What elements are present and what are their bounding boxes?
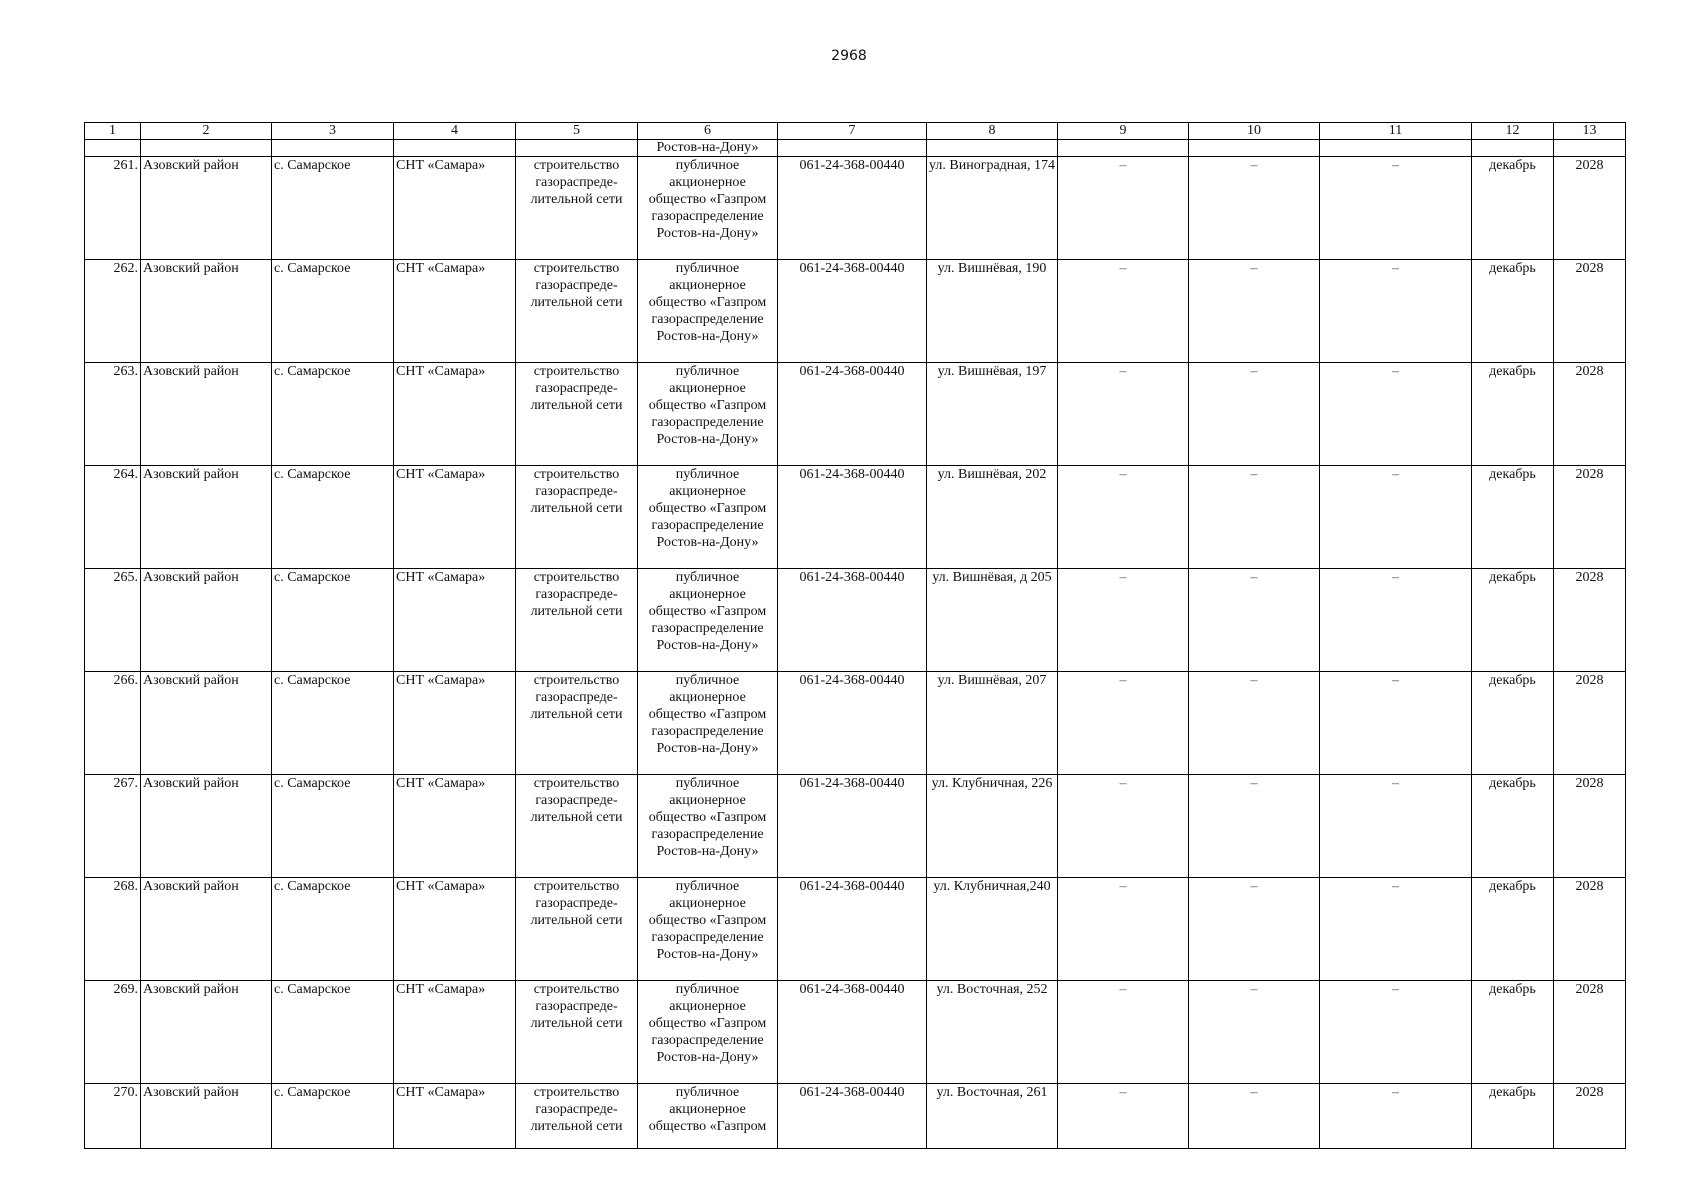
table-row — [85, 981, 1626, 1084]
empty-value-cell: – — [1320, 672, 1472, 775]
code-cell: 061-24-368-00440 — [778, 1084, 927, 1149]
object-cell: СНТ «Самара» — [394, 363, 516, 466]
month-cell: декабрь — [1472, 878, 1554, 981]
column-header: 1 — [85, 123, 141, 140]
work-type-cell: строительство газораспреде-лительной сети — [516, 363, 638, 466]
empty-value-cell: – — [1058, 672, 1189, 775]
district-cell: Азовский район — [141, 672, 272, 775]
organization-cell: публичное акционерное общество «Газпром газораспределение Ростов-на-Дону» — [638, 775, 778, 878]
organization-cell: публичное акционерное общество «Газпром газораспределение Ростов-на-Дону» — [638, 878, 778, 981]
empty-value-cell: – — [1189, 1084, 1320, 1149]
settlement-cell: с. Самарское — [272, 1084, 394, 1149]
organization-cell: публичное акционерное общество «Газпром газораспределение Ростов-на-Дону» — [638, 466, 778, 569]
month-cell: декабрь — [1472, 157, 1554, 260]
district-cell: Азовский район — [141, 466, 272, 569]
settlement-cell: с. Самарское — [272, 260, 394, 363]
month-cell: декабрь — [1472, 363, 1554, 466]
row-number: 268. — [85, 878, 141, 981]
code-cell: 061-24-368-00440 — [778, 981, 927, 1084]
work-type-cell: строительство газораспреде-лительной сети — [516, 672, 638, 775]
column-header: 7 — [778, 123, 927, 140]
row-number: 265. — [85, 569, 141, 672]
district-cell: Азовский район — [141, 569, 272, 672]
organization-cell: публичное акционерное общество «Газпром газораспределение Ростов-на-Дону» — [638, 260, 778, 363]
object-cell: СНТ «Самара» — [394, 1084, 516, 1149]
row-number: 266. — [85, 672, 141, 775]
empty-value-cell: – — [1189, 260, 1320, 363]
work-type-cell: строительство газораспреде-лительной сети — [516, 1084, 638, 1149]
organization-cell: публичное акционерное общество «Газпром газораспределение Ростов-на-Дону» — [638, 672, 778, 775]
table-cell — [394, 140, 516, 157]
address-cell: ул. Вишнёвая, 207 — [927, 672, 1058, 775]
empty-value-cell: – — [1320, 157, 1472, 260]
code-cell: 061-24-368-00440 — [778, 569, 927, 672]
row-number: 262. — [85, 260, 141, 363]
month-cell: декабрь — [1472, 775, 1554, 878]
empty-value-cell: – — [1058, 466, 1189, 569]
code-cell: 061-24-368-00440 — [778, 672, 927, 775]
empty-value-cell: – — [1189, 157, 1320, 260]
empty-value-cell: – — [1058, 260, 1189, 363]
empty-value-cell: – — [1058, 157, 1189, 260]
object-cell: СНТ «Самара» — [394, 569, 516, 672]
column-header: 2 — [141, 123, 272, 140]
empty-value-cell: – — [1058, 1084, 1189, 1149]
empty-value-cell: – — [1320, 1084, 1472, 1149]
empty-value-cell: – — [1189, 672, 1320, 775]
settlement-cell: с. Самарское — [272, 878, 394, 981]
object-cell: СНТ «Самара» — [394, 672, 516, 775]
column-header: 12 — [1472, 123, 1554, 140]
organization-cell: публичное акционерное общество «Газпром — [638, 1084, 778, 1149]
month-cell: декабрь — [1472, 569, 1554, 672]
table-row — [85, 1084, 1626, 1149]
empty-value-cell: – — [1189, 466, 1320, 569]
empty-value-cell: – — [1189, 981, 1320, 1084]
code-cell: 061-24-368-00440 — [778, 466, 927, 569]
address-cell: ул. Клубничная, 226 — [927, 775, 1058, 878]
settlement-cell: с. Самарское — [272, 569, 394, 672]
address-cell: ул. Клубничная,240 — [927, 878, 1058, 981]
work-type-cell: строительство газораспреде-лительной сети — [516, 260, 638, 363]
district-cell: Азовский район — [141, 981, 272, 1084]
table-cell — [927, 140, 1058, 157]
table-cell — [516, 140, 638, 157]
table-row — [85, 466, 1626, 569]
month-cell: декабрь — [1472, 672, 1554, 775]
empty-value-cell: – — [1320, 363, 1472, 466]
column-header: 9 — [1058, 123, 1189, 140]
empty-value-cell: – — [1189, 878, 1320, 981]
continuation-row — [85, 140, 1626, 157]
empty-value-cell: – — [1058, 878, 1189, 981]
address-cell: ул. Вишнёвая, 197 — [927, 363, 1058, 466]
work-type-cell: строительство газораспреде-лительной сети — [516, 981, 638, 1084]
work-type-cell: строительство газораспреде-лительной сети — [516, 878, 638, 981]
code-cell: 061-24-368-00440 — [778, 363, 927, 466]
code-cell: 061-24-368-00440 — [778, 260, 927, 363]
address-cell: ул. Восточная, 261 — [927, 1084, 1058, 1149]
empty-value-cell: – — [1189, 775, 1320, 878]
table-cell — [1554, 140, 1626, 157]
empty-value-cell: – — [1189, 363, 1320, 466]
table-row — [85, 157, 1626, 260]
settlement-cell: с. Самарское — [272, 981, 394, 1084]
year-cell: 2028 — [1554, 775, 1626, 878]
table-row — [85, 260, 1626, 363]
address-cell: ул. Вишнёвая, 190 — [927, 260, 1058, 363]
year-cell: 2028 — [1554, 1084, 1626, 1149]
organization-cell: публичное акционерное общество «Газпром газораспределение Ростов-на-Дону» — [638, 157, 778, 260]
address-cell: ул. Вишнёвая, д 205 — [927, 569, 1058, 672]
column-header: 8 — [927, 123, 1058, 140]
column-header: 5 — [516, 123, 638, 140]
code-cell: 061-24-368-00440 — [778, 157, 927, 260]
table-row — [85, 775, 1626, 878]
settlement-cell: с. Самарское — [272, 672, 394, 775]
year-cell: 2028 — [1554, 878, 1626, 981]
organization-cell: публичное акционерное общество «Газпром газораспределение Ростов-на-Дону» — [638, 363, 778, 466]
object-cell: СНТ «Самара» — [394, 466, 516, 569]
empty-value-cell: – — [1320, 775, 1472, 878]
table-cell — [1320, 140, 1472, 157]
column-number-row — [85, 123, 1626, 140]
empty-value-cell: – — [1058, 981, 1189, 1084]
work-type-cell: строительство газораспреде-лительной сети — [516, 157, 638, 260]
year-cell: 2028 — [1554, 260, 1626, 363]
organization-cell: публичное акционерное общество «Газпром газораспределение Ростов-на-Дону» — [638, 569, 778, 672]
object-cell: СНТ «Самара» — [394, 260, 516, 363]
month-cell: декабрь — [1472, 981, 1554, 1084]
object-cell: СНТ «Самара» — [394, 981, 516, 1084]
settlement-cell: с. Самарское — [272, 363, 394, 466]
year-cell: 2028 — [1554, 157, 1626, 260]
empty-value-cell: – — [1189, 569, 1320, 672]
table-row — [85, 878, 1626, 981]
month-cell: декабрь — [1472, 260, 1554, 363]
table-row — [85, 363, 1626, 466]
empty-value-cell: – — [1320, 878, 1472, 981]
object-cell: СНТ «Самара» — [394, 775, 516, 878]
work-type-cell: строительство газораспреде-лительной сети — [516, 569, 638, 672]
empty-value-cell: – — [1320, 981, 1472, 1084]
code-cell: 061-24-368-00440 — [778, 775, 927, 878]
district-cell: Азовский район — [141, 878, 272, 981]
district-cell: Азовский район — [141, 157, 272, 260]
address-cell: ул. Виноградная, 174 — [927, 157, 1058, 260]
row-number: 264. — [85, 466, 141, 569]
district-cell: Азовский район — [141, 775, 272, 878]
address-cell: ул. Восточная, 252 — [927, 981, 1058, 1084]
table-cell — [1189, 140, 1320, 157]
column-header: 4 — [394, 123, 516, 140]
empty-value-cell: – — [1320, 569, 1472, 672]
table-row — [85, 569, 1626, 672]
settlement-cell: с. Самарское — [272, 157, 394, 260]
column-header: 10 — [1189, 123, 1320, 140]
district-cell: Азовский район — [141, 363, 272, 466]
object-cell: СНТ «Самара» — [394, 157, 516, 260]
work-type-cell: строительство газораспреде-лительной сети — [516, 466, 638, 569]
row-number: 269. — [85, 981, 141, 1084]
page-number: 2968 — [831, 48, 867, 64]
table-cell — [1058, 140, 1189, 157]
month-cell: декабрь — [1472, 466, 1554, 569]
district-cell: Азовский район — [141, 260, 272, 363]
row-number: 267. — [85, 775, 141, 878]
schedule-table — [84, 122, 1626, 1149]
district-cell: Азовский район — [141, 1084, 272, 1149]
empty-value-cell: – — [1058, 775, 1189, 878]
empty-value-cell: – — [1320, 466, 1472, 569]
year-cell: 2028 — [1554, 569, 1626, 672]
work-type-cell: строительство газораспреде-лительной сети — [516, 775, 638, 878]
year-cell: 2028 — [1554, 363, 1626, 466]
empty-value-cell: – — [1058, 569, 1189, 672]
address-cell: ул. Вишнёвая, 202 — [927, 466, 1058, 569]
code-cell: 061-24-368-00440 — [778, 878, 927, 981]
table-cell: Ростов-на-Дону» — [638, 140, 778, 157]
table-cell — [85, 140, 141, 157]
row-number: 270. — [85, 1084, 141, 1149]
column-header: 3 — [272, 123, 394, 140]
year-cell: 2028 — [1554, 672, 1626, 775]
column-header: 11 — [1320, 123, 1472, 140]
table-cell — [1472, 140, 1554, 157]
row-number: 261. — [85, 157, 141, 260]
organization-cell: публичное акционерное общество «Газпром газораспределение Ростов-на-Дону» — [638, 981, 778, 1084]
row-number: 263. — [85, 363, 141, 466]
column-header: 6 — [638, 123, 778, 140]
table-cell — [272, 140, 394, 157]
empty-value-cell: – — [1320, 260, 1472, 363]
table-body — [85, 157, 1626, 1149]
table-cell — [778, 140, 927, 157]
year-cell: 2028 — [1554, 466, 1626, 569]
settlement-cell: с. Самарское — [272, 775, 394, 878]
month-cell: декабрь — [1472, 1084, 1554, 1149]
table-cell — [141, 140, 272, 157]
empty-value-cell: – — [1058, 363, 1189, 466]
settlement-cell: с. Самарское — [272, 466, 394, 569]
column-header: 13 — [1554, 123, 1626, 140]
year-cell: 2028 — [1554, 981, 1626, 1084]
object-cell: СНТ «Самара» — [394, 878, 516, 981]
table-row — [85, 672, 1626, 775]
